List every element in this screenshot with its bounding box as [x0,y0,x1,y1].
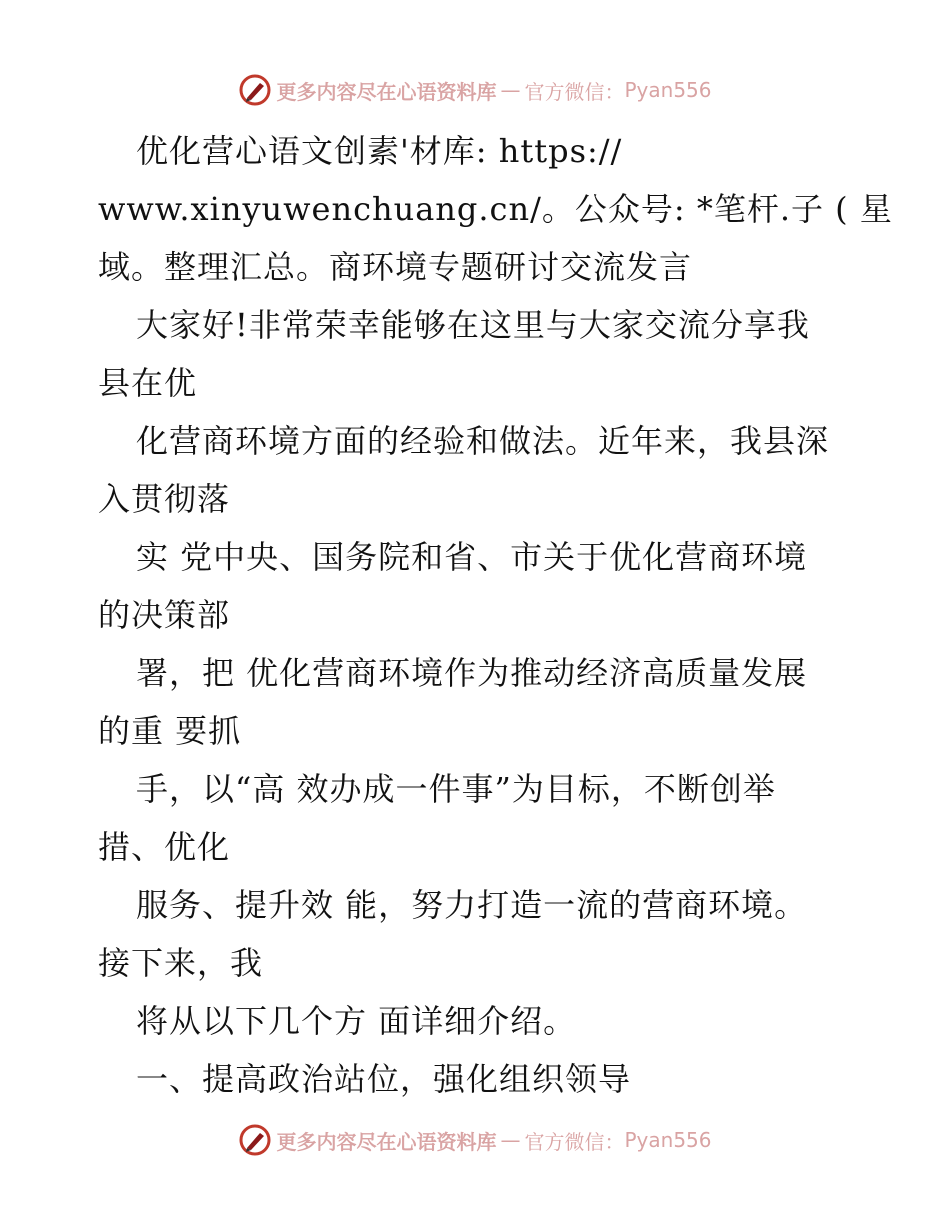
text-line: 实 党中央、国务院和省、市关于优化营商环境 [136,538,808,576]
text-line: 接下来，我 [98,944,264,982]
text-line: www.xinyuwenchuang.cn/。公众号: *笔杆.子 ( 星 [98,190,893,228]
pen-logo-icon [238,73,272,107]
text-line: 服务、提升效 能，努力打造一流的营商环境。 [136,886,808,924]
banner-wechat-label: 官方微信： [524,1129,625,1154]
text-line: 优化营心语文创素'材库: https:// [136,132,623,170]
text-line: 一、提高政治站位，强化组织领导 [136,1060,632,1098]
text-line: 入贯彻落 [98,480,231,518]
banner-main-text: 更多内容尽在心语资料库 [276,1129,497,1154]
text-line: 将从以下几个方 面详细介绍。 [136,1002,577,1040]
text-line: 手，以“高 效办成一件事”为目标，不断创举 [136,770,776,808]
text-line: 措、优化 [98,828,231,866]
banner-dash: — [500,78,521,102]
text-line: 的重 要抓 [98,712,242,750]
text-line: 署，把 优化营商环境作为推动经济高质量发展 [136,654,808,692]
text-line: 化营商环境方面的经验和做法。近年来，我县深 [136,422,830,460]
text-line: 县在优 [98,364,198,402]
header-watermark-banner [0,70,950,110]
document-body [98,122,893,1108]
banner-wechat-label: 官方微信： [524,79,625,104]
footer-watermark-banner [0,1120,950,1160]
banner-main-text: 更多内容尽在心语资料库 [276,79,497,104]
text-line: 域。整理汇总。商环境专题研讨交流发言 [98,248,693,286]
banner-wechat-id: Pyan556 [624,1128,712,1152]
text-line: 大家好!非常荣幸能够在这里与大家交流分享我 [136,306,810,344]
text-line: 的决策部 [98,596,231,634]
banner-dash: — [500,1128,521,1152]
pen-logo-icon [238,1123,272,1157]
banner-wechat-id: Pyan556 [624,78,712,102]
